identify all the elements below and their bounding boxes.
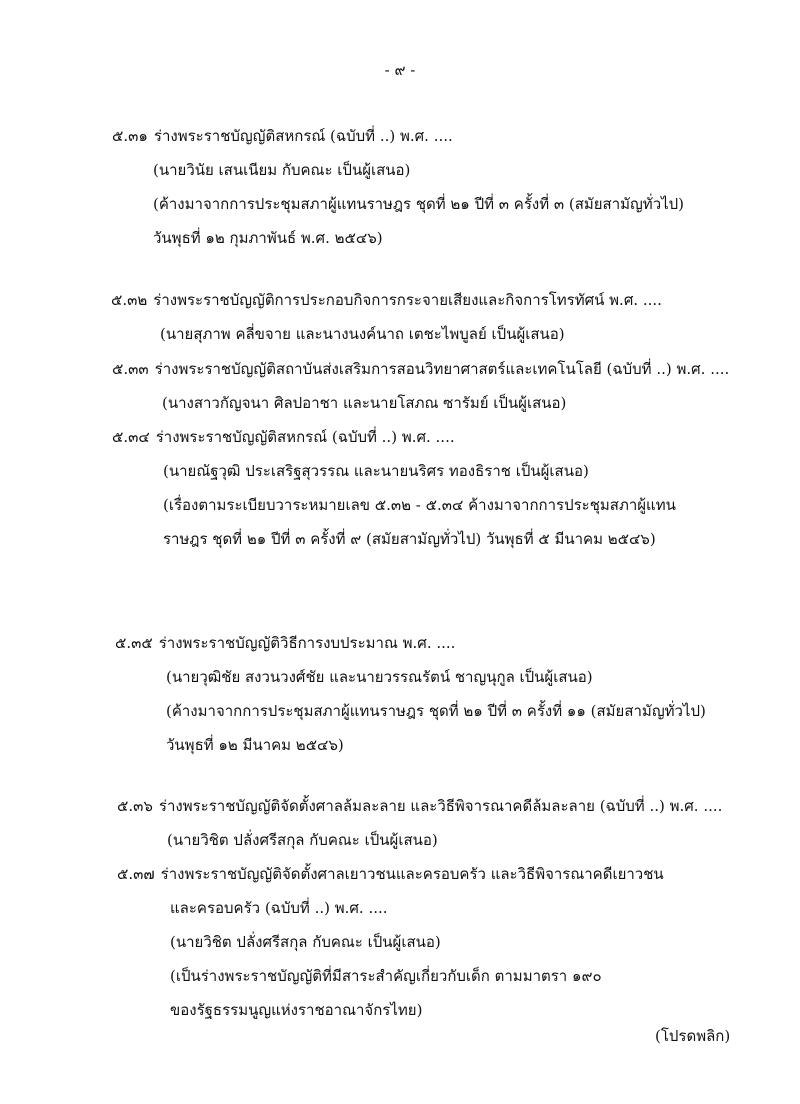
item-title: ร่างพระราชบัญญัติจัดตั้งศาลเยาวชนและครอบครัว และวิธีพิจารณาคดีเยาวชน xyxy=(160,865,664,883)
item-proposer: (นายสุภาพ คลี่ขจาย และนางนงค์นาถ เตชะไพบูลย์ เป็นผู้เสนอ) xyxy=(160,325,565,343)
please-turn-over-note: (โปรดพลิก) xyxy=(655,1027,731,1045)
item-number: ๕.๓๒ xyxy=(111,291,148,309)
agenda-item-5-33 xyxy=(112,359,729,379)
item-note: (ค้างมาจากการประชุมสภาผู้แทนราษฎร ชุดที่ ๒๑ ปีที่ ๓ ครั้งที่ ๑๑ (สมัยสามัญทั่วไป) xyxy=(166,702,706,720)
agenda-item-5-32 xyxy=(111,290,662,310)
item-proposer: (นางสาวกัญจนา ศิลปอาชา และนายโสภณ ซารัมย์ เป็นผู้เสนอ) xyxy=(162,394,567,412)
page-number: - ๙ - xyxy=(384,61,416,79)
item-number: ๕.๓๖ xyxy=(117,797,153,815)
item-number: ๕.๓๑ xyxy=(112,127,148,145)
item-date: วันพุธที่ ๑๒ มีนาคม ๒๕๔๖) xyxy=(166,736,344,754)
item-note: ของรัฐธรรมนูญแห่งราชอาณาจักรไทย) xyxy=(170,1001,423,1019)
item-number: ๕.๓๕ xyxy=(115,634,153,652)
item-number: ๕.๓๗ xyxy=(117,865,155,883)
agenda-item-5-35 xyxy=(115,633,455,653)
item-title: ร่างพระราชบัญญัติสถาบันส่งเสริมการสอนวิทยาศาสตร์และเทคโนโลยี (ฉบับที่ ..) พ.ศ. .... xyxy=(154,360,730,378)
item-title-continued: และครอบครัว (ฉบับที่ ..) พ.ศ. .... xyxy=(170,899,388,917)
item-proposer: (นายวิชิต ปลั่งศรีสกุล กับคณะ เป็นผู้เสนอ) xyxy=(167,831,438,849)
item-number: ๕.๓๓ xyxy=(112,360,149,378)
agenda-item-5-34 xyxy=(112,427,455,447)
item-title: ร่างพระราชบัญญัติสหกรณ์ (ฉบับที่ ..) พ.ศ. .... xyxy=(153,127,453,145)
item-note: ราษฎร ชุดที่ ๒๑ ปีที่ ๓ ครั้งที่ ๙ (สมัยสามัญทั่วไป) วันพุธที่ ๕ มีนาคม ๒๕๔๖) xyxy=(163,530,656,548)
item-number: ๕.๓๔ xyxy=(112,428,150,446)
item-proposer: (นายณัฐวุฒิ ประเสริฐสุวรรณ และนายนริศร ทองธิราช เป็นผู้เสนอ) xyxy=(163,462,589,480)
item-date: วันพุธที่ ๑๒ กุมภาพันธ์ พ.ศ. ๒๕๔๖) xyxy=(153,229,383,247)
agenda-item-5-31 xyxy=(112,126,453,146)
item-note: (เป็นร่างพระราชบัญญัติที่มีสาระสำคัญเกี่ยวกับเด็ก ตามมาตรา ๑๙๐ xyxy=(170,967,602,985)
item-title: ร่างพระราชบัญญัติวิธีการงบประมาณ พ.ศ. .... xyxy=(158,634,456,652)
agenda-item-5-36 xyxy=(117,796,722,816)
item-note: (เรื่องตามระเบียบวาระหมายเลข ๕.๓๒ - ๕.๓๔ ค้างมาจากการประชุมสภาผู้แทน xyxy=(163,496,676,514)
agenda-item-5-37 xyxy=(117,864,664,884)
item-title: ร่างพระราชบัญญัติจัดตั้งศาลล้มละลาย และวิธีพิจารณาคดีล้มละลาย (ฉบับที่ ..) พ.ศ. .... xyxy=(158,797,723,815)
item-title: ร่างพระราชบัญญัติการประกอบกิจการกระจายเสียงและกิจการโทรทัศน์ พ.ศ. .... xyxy=(153,291,662,309)
item-proposer: (นายวุฒิชัย สงวนวงศ์ชัย และนายวรรณรัตน์ ชาญนุกูล เป็นผู้เสนอ) xyxy=(166,668,593,686)
item-note: (ค้างมาจากการประชุมสภาผู้แทนราษฎร ชุดที่ ๒๑ ปีที่ ๓ ครั้งที่ ๓ (สมัยสามัญทั่วไป) xyxy=(153,195,685,213)
item-proposer: (นายวิชิต ปลั่งศรีสกุล กับคณะ เป็นผู้เสนอ) xyxy=(170,933,441,951)
item-title: ร่างพระราชบัญญัติสหกรณ์ (ฉบับที่ ..) พ.ศ. .... xyxy=(155,428,455,446)
item-proposer: (นายวินัย เสนเนียม กับคณะ เป็นผู้เสนอ) xyxy=(153,161,411,179)
